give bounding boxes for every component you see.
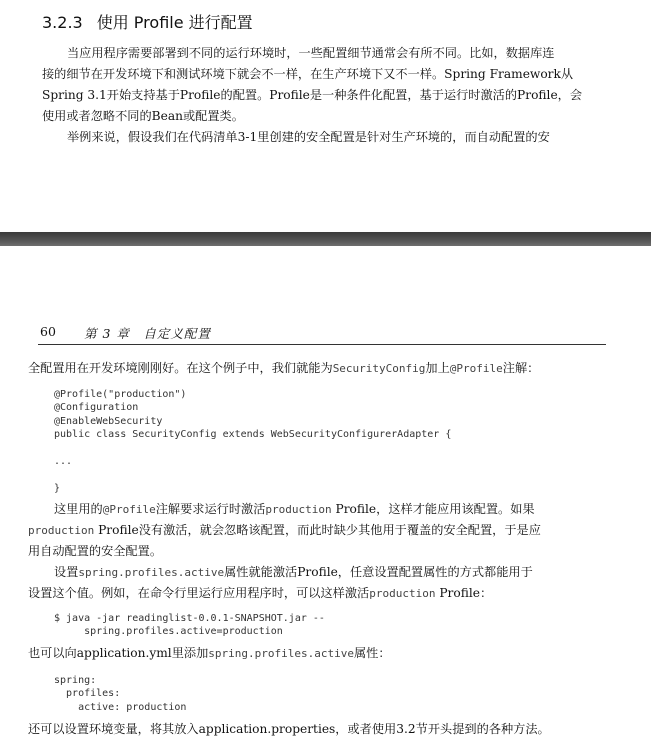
text-run: 属性：: [353, 646, 391, 660]
paragraph-line: Spring 3.1开始支持基于Profile的配置。Profile是一种条件化配置，基于运行时激活的Profile，会: [42, 88, 583, 102]
page-number: 60: [40, 324, 56, 339]
paragraph-line: 使用或者忽略不同的Bean或配置类。: [42, 109, 244, 123]
section-number: 3.2.3: [42, 13, 83, 32]
text-run: 设置: [54, 565, 79, 579]
inline-code: production: [369, 587, 436, 600]
paragraph-line: 举例来说，假设我们在代码清单3-1里创建的安全配置是针对生产环境的，而自动配置的安: [67, 130, 550, 144]
inline-code: @Profile: [449, 362, 503, 375]
paragraph-line: [28, 643, 391, 664]
paragraph-line: 当应用程序需要部署到不同的运行环境时，一些配置细节通常会有所不同。比如，数据库连: [67, 46, 555, 60]
text-run: 全配置用在开发环境刚刚好。在这个例子中，我们就能为: [28, 361, 333, 375]
text-run: 这里用的: [54, 502, 103, 516]
chapter-title: 第 3 章 自定义配置: [84, 326, 211, 341]
text-run: Profile没有激活，就会忽略该配置，而此时缺少其他用于覆盖的安全配置，于是应: [94, 523, 541, 537]
inline-code: production: [265, 503, 332, 516]
text-run: 设置这个值。例如，在命令行里运行应用程序时，可以这样激活: [28, 586, 370, 600]
code-block: @Profile("production") @Configuration @EnableWebSecurity public class SecurityConfig extends WebSecurityConfigurerAdapter { ... }: [54, 389, 452, 494]
paragraph-line: 还可以设置环境变量，将其放入application.properties，或者使用3.2节开头提到的各种方法。: [28, 722, 550, 736]
inline-code: SecurityConfig: [332, 362, 426, 375]
paragraph-line: [54, 499, 535, 520]
bottom-page: [0, 246, 651, 742]
text-run: 加上: [425, 361, 450, 375]
section-heading: [42, 10, 253, 33]
running-header: [38, 324, 606, 345]
section-title: 使用 Profile 进行配置: [96, 13, 253, 32]
code-block: spring: profiles: active: production: [54, 675, 187, 713]
top-page: [0, 0, 651, 232]
text-run: Profile：: [435, 586, 493, 600]
inline-code: spring.profiles.active: [78, 566, 225, 579]
inline-code: production: [28, 524, 95, 537]
text-run: 注解：: [502, 361, 540, 375]
paragraph-line: [28, 358, 539, 379]
paragraph-line: [54, 562, 533, 583]
text-run: 也可以向application.yml里添加: [28, 646, 209, 660]
paragraph-line: [28, 583, 492, 604]
code-block: $ java -jar readinglist-0.0.1-SNAPSHOT.jar -- spring.profiles.active=production: [54, 613, 325, 638]
text-run: 属性就能激活Profile，任意设置配置属性的方式都能用于: [224, 565, 533, 579]
paragraph-line: [28, 520, 541, 541]
inline-code: spring.profiles.active: [208, 647, 354, 660]
page-divider: [0, 232, 651, 246]
paragraph-line: 用自动配置的安全配置。: [28, 544, 163, 558]
inline-code: @Profile: [102, 503, 156, 516]
text-run: Profile，这样才能应用该配置。如果: [331, 502, 535, 516]
text-run: 注解要求运行时激活: [155, 502, 266, 516]
paragraph-line: 接的细节在开发环境下和测试环境下就会不一样，在生产环境下又不一样。Spring Framework从: [42, 67, 574, 81]
